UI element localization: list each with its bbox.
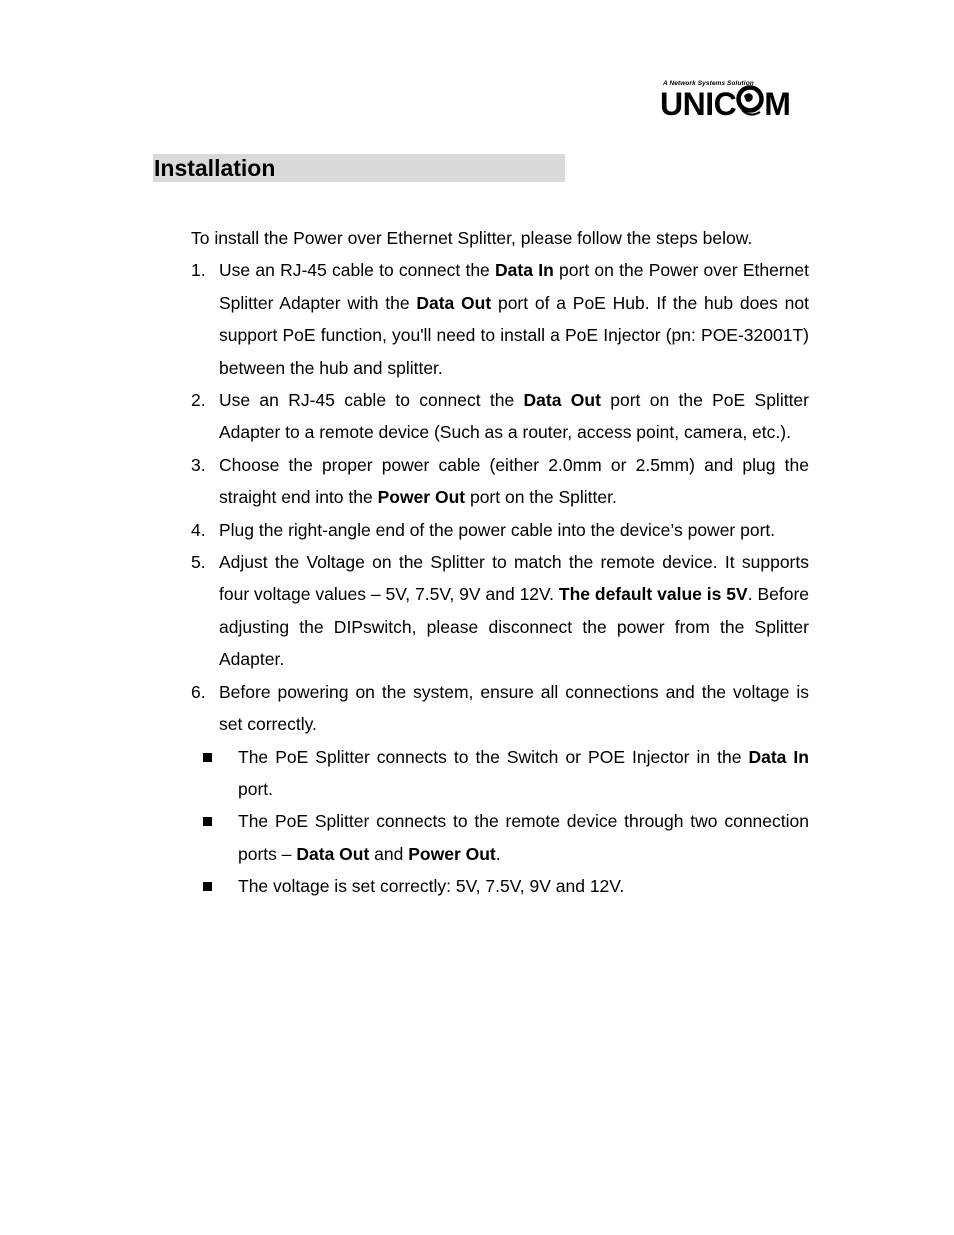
step-text: port on the Power over Ethernet Splitter Adapter with the: [219, 260, 809, 313]
intro-text: To install the Power over Ethernet Splitter, please follow the steps below.: [191, 228, 753, 248]
bullet-text: .: [495, 843, 501, 864]
checklist-item: [191, 741, 809, 806]
square-bullet-icon: [203, 817, 212, 826]
step-bold-text: Data Out: [416, 292, 492, 313]
checklist: [191, 741, 809, 903]
bullet-bold-text: Data Out: [296, 843, 370, 864]
step-bold-text: Power Out: [377, 487, 466, 508]
step-text: Use an RJ-45 cable to connect the: [219, 260, 496, 281]
globe-icon: [736, 84, 764, 114]
checklist-item: [191, 805, 809, 870]
bullet-text: The PoE Splitter connects to the remote device through two connection ports –: [238, 811, 809, 864]
bullet-text: The voltage is set correctly: 5V, 7.5V, 9V and 12V.: [238, 876, 625, 897]
logo-wordmark: [660, 84, 790, 123]
bullet-text: and: [369, 843, 409, 864]
step-number: 2.: [191, 390, 206, 411]
bullet-bold-text: Data In: [748, 746, 809, 767]
step-number: 3.: [191, 454, 206, 475]
step-text: . Before adjusting the DIPswitch, please disconnect the power from the Splitter Adapter.: [219, 584, 810, 670]
step-text: port of a PoE Hub. If the hub does not support PoE function, you'll need to install a PoE Injector (pn: POE-32001T) between the hub and splitter.: [219, 292, 809, 378]
step-text: Choose the proper power cable (either 2.0mm or 2.5mm) and plug the straight end into the: [219, 454, 809, 508]
checklist-item: [191, 870, 809, 902]
step-item: [191, 449, 809, 514]
bullet-text: The PoE Splitter connects to the Switch or POE Injector in the: [238, 746, 749, 767]
square-bullet-icon: [203, 882, 212, 891]
bullet-text: port.: [238, 778, 274, 799]
step-bold-text: Data Out: [523, 390, 601, 411]
step-number: 4.: [191, 519, 206, 540]
section-title: Installation: [154, 155, 276, 181]
bullet-bold-text: Power Out: [408, 843, 496, 864]
unicom-logo: [660, 80, 810, 126]
logo-brand-end: M: [764, 86, 791, 122]
step-bold-text: The default value is 5V: [558, 584, 748, 605]
square-bullet-icon: [203, 753, 212, 762]
step-text: Adjust the Voltage on the Splitter to match the remote device. It supports four voltage values – 5V, 7.5V, 9V and 12V.: [219, 552, 809, 605]
step-item: [191, 514, 809, 546]
logo-tagline: A Network Systems Solution: [663, 80, 754, 87]
step-number: 1.: [191, 260, 206, 281]
step-text: Use an RJ-45 cable to connect the: [219, 390, 524, 411]
step-item: [191, 254, 809, 384]
step-item: [191, 676, 809, 741]
step-text: port on the PoE Splitter Adapter to a remote device (Such as a router, access point, camera, etc.).: [219, 390, 809, 443]
installation-content: [191, 222, 809, 903]
step-text: Before powering on the system, ensure all connections and the voltage is set correctly.: [219, 681, 809, 735]
step-bold-text: Data In: [495, 260, 554, 281]
step-number: 6.: [191, 681, 206, 702]
step-item: [191, 384, 809, 449]
logo-brand-start: UNIC: [660, 86, 737, 122]
step-item: [191, 546, 809, 676]
step-text: Plug the right-angle end of the power cable into the device’s power port.: [219, 519, 776, 540]
installation-steps: [191, 254, 809, 740]
step-text: port on the Splitter.: [465, 487, 617, 508]
step-number: 5.: [191, 552, 206, 573]
